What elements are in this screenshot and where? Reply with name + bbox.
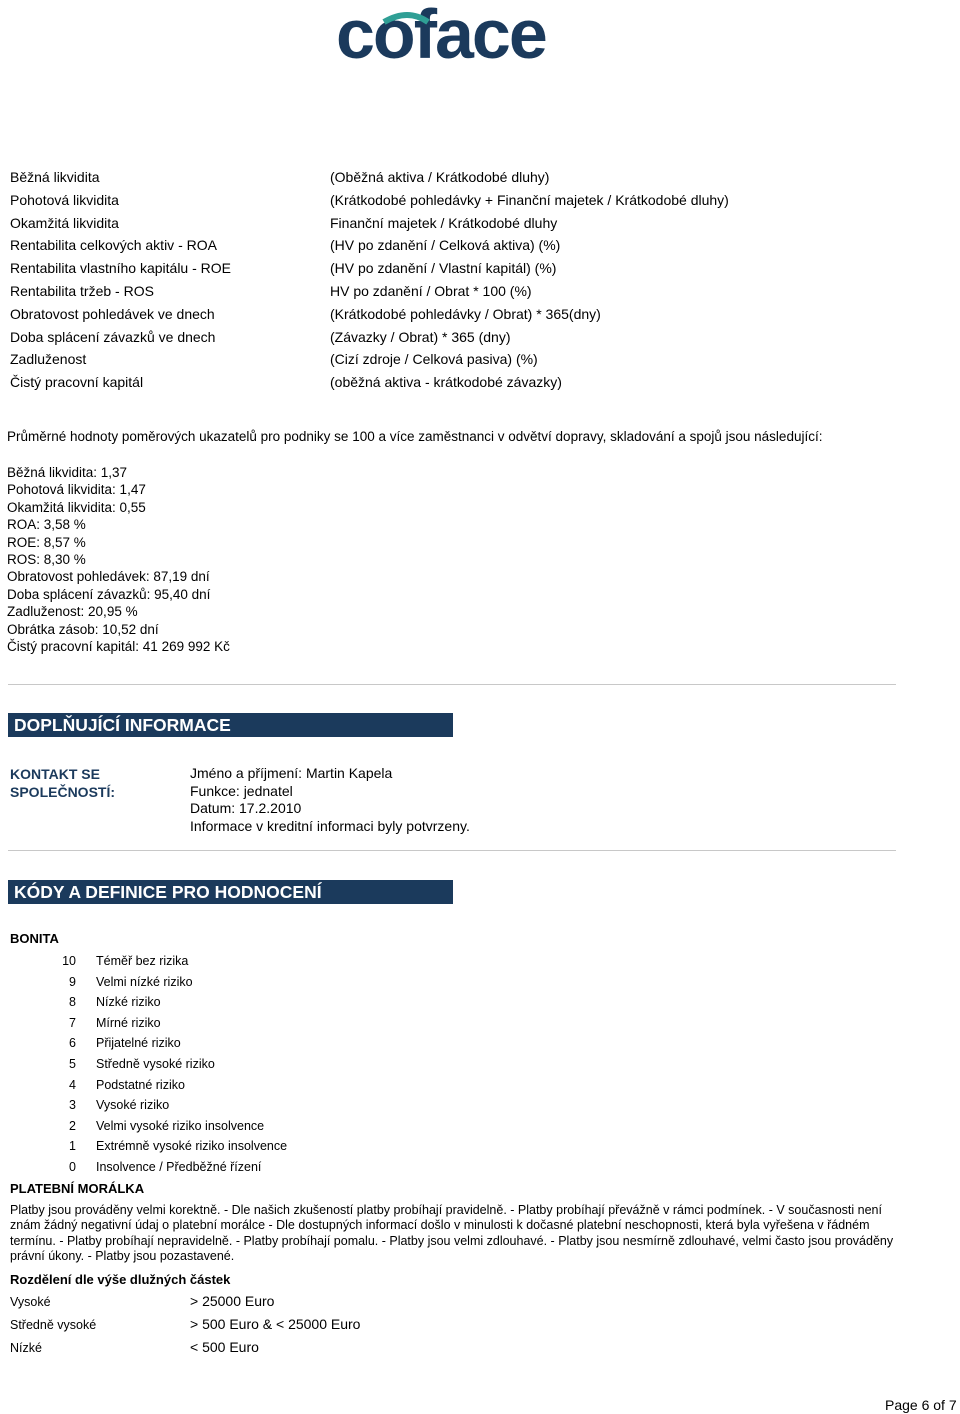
bonita-label: Nízké riziko — [96, 995, 161, 1010]
average-item: Pohotová likvidita: 1,47 — [7, 482, 146, 498]
contact-line: Datum: 17.2.2010 — [190, 800, 302, 816]
average-item: Běžná likvidita: 1,37 — [7, 465, 128, 480]
average-item: ROS: 8,30 % — [7, 552, 86, 568]
bonita-label: Středně vysoké riziko — [96, 1057, 215, 1071]
contact-line: Informace v kreditní informaci byly potvrzeny. — [190, 817, 470, 834]
ratio-name: Doba splácení závazků ve dnech — [10, 328, 216, 345]
logo-text: coface — [336, 0, 546, 70]
ratio-row — [10, 348, 930, 371]
ratio-name: Okamžitá likvidita — [10, 214, 119, 231]
average-item: Obrátka zásob: 10,52 dní — [7, 621, 159, 637]
bonita-score: 7 — [69, 1015, 76, 1030]
bonita-score: 10 — [62, 954, 76, 968]
contact-line: Funkce: jednatel — [190, 782, 293, 799]
divider — [8, 684, 896, 685]
bonita-score: 3 — [69, 1098, 76, 1113]
debt-value: < 500 Euro — [190, 1339, 259, 1355]
ratio-formula: (Závazky / Obrat) * 365 (dny) — [330, 328, 511, 345]
bonita-label: Podstatné riziko — [96, 1077, 185, 1092]
ratio-formula: HV po zdanění / Obrat * 100 (%) — [330, 282, 532, 299]
ratio-formula: (Cizí zdroje / Celková pasiva) (%) — [330, 351, 538, 368]
ratio-formula: (HV po zdanění / Vlastní kapitál) (%) — [330, 260, 557, 277]
bonita-label: Extrémně vysoké riziko insolvence — [96, 1139, 288, 1154]
debt-value: > 25000 Euro — [190, 1293, 275, 1309]
ratio-row — [10, 257, 930, 280]
ratio-row — [10, 212, 930, 235]
average-item: Doba splácení závazků: 95,40 dní — [7, 586, 211, 602]
average-item: ROA: 3,58 % — [7, 517, 86, 533]
ratio-row — [10, 189, 930, 212]
bonita-title: BONITA — [10, 931, 59, 946]
bonita-score: 2 — [69, 1118, 76, 1133]
bonita-label: Insolvence / Předběžné řízení — [96, 1160, 262, 1174]
bonita-label: Velmi vysoké riziko insolvence — [96, 1118, 265, 1133]
ratio-name: Rentabilita tržeb - ROS — [10, 282, 154, 299]
ratio-formula: Finanční majetek / Krátkodobé dluhy — [330, 214, 558, 231]
ratio-name: Obratovost pohledávek ve dnech — [10, 305, 215, 322]
average-item: Okamžitá likvidita: 0,55 — [7, 499, 146, 515]
bonita-label: Přijatelné riziko — [96, 1036, 181, 1051]
ratio-row — [10, 166, 930, 189]
ratio-row — [10, 234, 930, 257]
coface-logo — [336, 0, 570, 70]
average-item: Čistý pracovní kapitál: 41 269 992 Kč — [7, 639, 230, 655]
debt-split-title: Rozdělení dle výše dlužných částek — [10, 1272, 231, 1287]
averages-list — [7, 464, 230, 655]
ratio-row — [10, 326, 930, 349]
ratio-name: Zadluženost — [10, 351, 87, 368]
contact-details — [190, 765, 470, 835]
ratio-name: Rentabilita celkových aktiv - ROA — [10, 237, 217, 254]
bonita-label: Téměř bez rizika — [96, 954, 189, 968]
average-item: Zadluženost: 20,95 % — [7, 604, 138, 620]
bonita-score: 1 — [69, 1139, 76, 1154]
codes-header: KÓDY A DEFINICE PRO HODNOCENÍ — [8, 880, 453, 904]
ratio-name: Rentabilita vlastního kapitálu - ROE — [10, 260, 231, 277]
ratio-definitions — [10, 166, 930, 394]
bonita-label: Velmi nízké riziko — [96, 974, 193, 989]
bonita-label: Mírné riziko — [96, 1015, 161, 1030]
ratio-row — [10, 303, 930, 326]
contact-label-line: KONTAKT SE — [10, 766, 100, 782]
debt-value: > 500 Euro & < 25000 Euro — [190, 1316, 361, 1332]
contact-label-line: SPOLEČNOSTÍ: — [10, 784, 116, 800]
bonita-score: 8 — [69, 995, 76, 1010]
bonita-score: 5 — [69, 1057, 76, 1071]
payment-morale-text: Platby jsou prováděny velmi korektně. - Dle našich zkušeností platby probíhají pravidelně. - Platby probíhají převážně v rámci podmínek. - V současnosti není znám žádný negativní údaj o platební morálce - Dle dostupných informací došlo v minulosti k dočasné platební neschopnosti, která byla vyřešena v řádném termínu. - Platby probíhají nepravidelně. - Platby probíhají pomalu. - Platby jsou velmi zdlouhavé. - Platby jsou nesmírně zdlouhavé, velmi často jsou prováděny právní úkony. - Platby jsou pozastavené. — [10, 1203, 894, 1264]
bonita-score: 0 — [69, 1160, 76, 1174]
average-item: ROE: 8,57 % — [7, 534, 86, 550]
ratio-name: Čistý pracovní kapitál — [10, 374, 144, 391]
debt-label: Středně vysoké — [10, 1318, 97, 1332]
payment-morale-title: PLATEBNÍ MORÁLKA — [10, 1181, 145, 1196]
averages-intro: Průměrné hodnoty poměrových ukazatelů pro podniky se 100 a více zaměstnanci v odvětví dopravy, skladování a spojů jsou následující: — [7, 429, 823, 444]
debt-label: Nízké — [10, 1341, 42, 1355]
additional-info-header: DOPLŇUJÍCÍ INFORMACE — [8, 713, 453, 737]
ratio-formula: (oběžná aktiva - krátkodobé závazky) — [330, 374, 562, 391]
bonita-score: 6 — [69, 1036, 76, 1051]
ratio-row — [10, 280, 930, 303]
bonita-label: Vysoké riziko — [96, 1098, 170, 1113]
ratio-formula: (Krátkodobé pohledávky + Finanční majetek / Krátkodobé dluhy) — [330, 191, 729, 208]
divider — [8, 850, 896, 851]
contact-line: Jméno a příjmení: Martin Kapela — [190, 765, 393, 781]
coface-logo-graphic — [336, 0, 570, 70]
average-item: Obratovost pohledávek: 87,19 dní — [7, 569, 210, 585]
page-number: Page 6 of 7 — [885, 1397, 957, 1413]
contact-label — [10, 765, 160, 801]
bonita-score: 4 — [69, 1077, 76, 1092]
ratio-formula: (Oběžná aktiva / Krátkodobé dluhy) — [330, 169, 550, 185]
debt-label: Vysoké — [10, 1295, 51, 1309]
bonita-score: 9 — [69, 974, 76, 989]
ratio-name: Pohotová likvidita — [10, 191, 119, 208]
ratio-row — [10, 371, 930, 394]
ratio-formula: (Krátkodobé pohledávky / Obrat) * 365(dny) — [330, 305, 601, 322]
ratio-name: Běžná likvidita — [10, 169, 100, 185]
ratio-formula: (HV po zdanění / Celková aktiva) (%) — [330, 237, 561, 254]
